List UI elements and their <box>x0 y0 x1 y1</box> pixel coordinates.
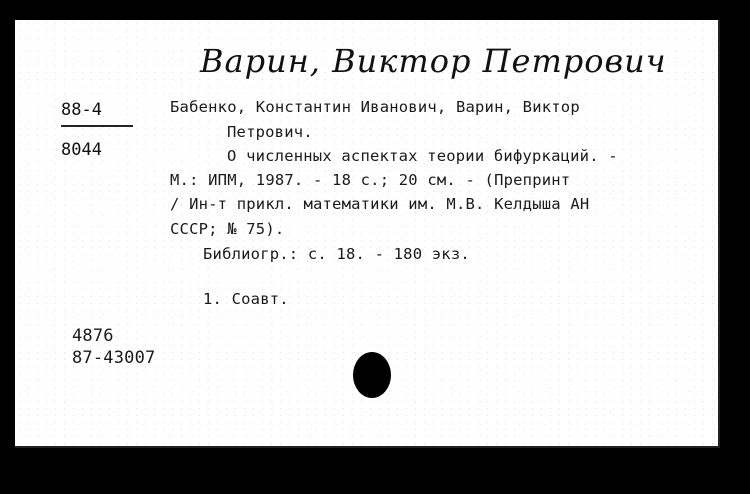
inventory-number: 4876 <box>72 326 114 346</box>
call-number-top: 88-4 <box>61 100 102 120</box>
author-line-continued: Петрович. <box>227 123 313 141</box>
punch-hole <box>353 352 391 398</box>
series-line: / Ин-т прикл. математики им. М.В. Келдыша АН <box>170 195 590 213</box>
handwritten-heading: Варин, Виктор Петрович <box>200 42 667 80</box>
catalog-card <box>15 20 720 448</box>
imprint-line: М.: ИПМ, 1987. - 18 с.; 20 см. - (Препринт <box>170 171 571 189</box>
record-number: 87-43007 <box>72 348 156 368</box>
series-line-continued: СССР; № 75). <box>170 220 285 238</box>
call-number-bottom: 8044 <box>61 140 102 160</box>
call-number-divider <box>61 125 133 127</box>
author-line: Бабенко, Константин Иванович, Варин, Виктор <box>170 98 580 116</box>
tracing-note: 1. Соавт. <box>203 290 289 308</box>
title-line: О численных аспектах теории бифуркаций. - <box>227 147 618 165</box>
bibliography-note: Библиогр.: с. 18. - 180 экз. <box>203 245 470 263</box>
